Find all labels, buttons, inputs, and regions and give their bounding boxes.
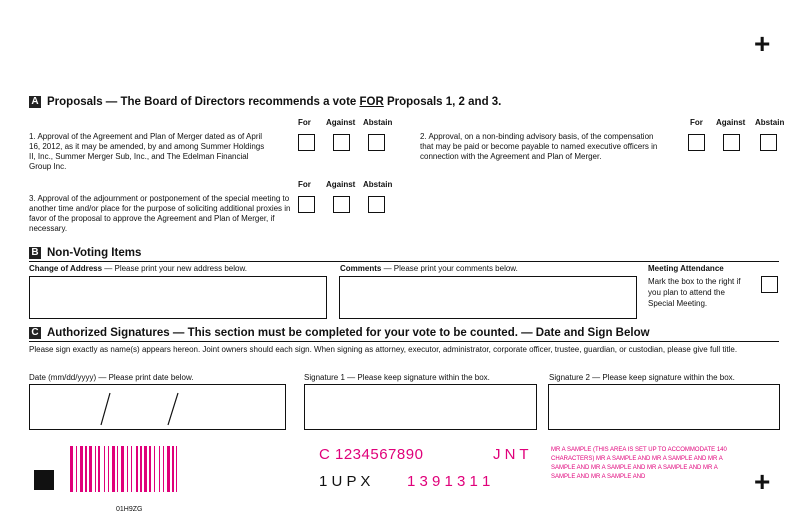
section-b-rule — [29, 261, 779, 262]
barcode-bar — [163, 446, 164, 492]
header-against-1: Against — [326, 118, 356, 127]
date-separators — [30, 385, 287, 431]
jnt-code: J N T — [493, 446, 529, 463]
meeting-attendance-checkbox[interactable] — [761, 276, 778, 293]
section-c-title: Authorized Signatures — This section must be completed for your vote to be counted. — Date and Sign Below — [47, 327, 650, 339]
barcode-bar — [140, 446, 142, 492]
date-field[interactable] — [29, 384, 286, 430]
barcode — [70, 446, 288, 492]
change-address-label: Change of Address — Please print your new address below. — [29, 264, 248, 273]
header-abstain-2: Abstain — [755, 118, 785, 127]
registration-plus-top: + — [754, 28, 771, 59]
comments-field[interactable] — [339, 276, 637, 319]
barcode-bar — [154, 446, 155, 492]
barcode-bar — [131, 446, 132, 492]
section-b-letter: B — [29, 247, 41, 259]
barcode-bar — [117, 446, 118, 492]
section-b-title: Non-Voting Items — [47, 247, 142, 259]
barcode-bar — [167, 446, 170, 492]
header-for-3: For — [298, 180, 311, 189]
proposal-2-text: 2. Approval, on a non-binding advisory basis, of the compensation that may be paid or become payable to named executive officers in connection with the Agreement and Plan of Merger. — [420, 132, 658, 161]
signature-1-field[interactable] — [304, 384, 537, 430]
proposal-3-against-checkbox[interactable] — [333, 196, 350, 213]
barcode-bar — [149, 446, 151, 492]
signature-1-label: Signature 1 — Please keep signature within the box. — [304, 373, 490, 382]
section-a-letter: A — [29, 96, 41, 108]
account-code: 1 3 9 1 3 1 1 — [407, 473, 491, 490]
header-abstain-3: Abstain — [363, 180, 393, 189]
proposal-3-text: 3. Approval of the adjournment or postponement of the special meeting to another time and/or place for the purpose of soliciting additional proxies in favor of the proposal to approve the Agreement and Plan of Merger, if necessary. — [29, 194, 291, 233]
section-a-header — [29, 96, 501, 108]
form-id: 01H9ZG — [116, 506, 143, 513]
proposal-1-against-checkbox[interactable] — [333, 134, 350, 151]
proposal-1-for-checkbox[interactable] — [298, 134, 315, 151]
barcode-bar — [85, 446, 87, 492]
barcode-bar — [144, 446, 147, 492]
signature-instructions: Please sign exactly as name(s) appears hereon. Joint owners should each sign. When signing as attorney, executor, administrator, corporate officer, trustee, guardian, or custodian, please give full title. — [29, 345, 738, 354]
barcode-bar — [127, 446, 128, 492]
sample-address-block: MR A SAMPLE (THIS AREA IS SET UP TO ACCOMMODATE 140 CHARACTERS) MR A SAMPLE AND MR A SAMPLE AND MR A SAMPLE AND MR A SAMPLE AND MR A SAMPLE AND MR A SAMPLE AND MR A SAMPLE AND — [551, 447, 727, 480]
header-for-1: For — [298, 118, 311, 127]
proposal-2-against-checkbox[interactable] — [723, 134, 740, 151]
header-for-2: For — [690, 118, 703, 127]
signature-2-label: Signature 2 — Please keep signature within the box. — [549, 373, 735, 382]
section-c-rule — [29, 341, 779, 342]
upx-code: 1 U P X — [319, 473, 371, 490]
barcode-bar — [80, 446, 83, 492]
registration-plus-bottom: + — [754, 466, 771, 497]
proposal-1-text: 1. Approval of the Agreement and Plan of Merger dated as of April 16, 2012, as it may be amended, by and among Summer Holdings II, Inc., Summer Merger Sub, Inc., and The Edelman Financial Group Inc. — [29, 132, 265, 171]
change-address-field[interactable] — [29, 276, 327, 319]
header-against-3: Against — [326, 180, 356, 189]
section-c-letter: C — [29, 327, 41, 339]
proposal-1-abstain-checkbox[interactable] — [368, 134, 385, 151]
control-number: C 1234567890 — [319, 446, 424, 463]
barcode-bar — [104, 446, 105, 492]
barcode-bar — [89, 446, 92, 492]
section-b-header — [29, 247, 141, 259]
barcode-bar — [108, 446, 109, 492]
barcode-bar — [136, 446, 138, 492]
barcode-bar — [95, 446, 96, 492]
comments-label: Comments — Please print your comments below. — [340, 264, 518, 273]
header-against-2: Against — [716, 118, 746, 127]
proposal-3-abstain-checkbox[interactable] — [368, 196, 385, 213]
barcode-bar — [98, 446, 100, 492]
proposal-2-for-checkbox[interactable] — [688, 134, 705, 151]
barcode-bar — [172, 446, 174, 492]
barcode-bar — [70, 446, 73, 492]
meeting-attendance-text: Mark the box to the right if you plan to attend the Special Meeting. — [648, 277, 741, 308]
barcode-bar — [112, 446, 115, 492]
barcode-bar — [76, 446, 77, 492]
section-a-title: Proposals — The Board of Directors recommends a vote FOR Proposals 1, 2 and 3. — [47, 96, 502, 108]
barcode-bar — [176, 446, 177, 492]
date-label: Date (mm/dd/yyyy) — Please print date below. — [29, 373, 194, 382]
proposal-2-abstain-checkbox[interactable] — [760, 134, 777, 151]
header-abstain-1: Abstain — [363, 118, 393, 127]
registration-square — [34, 470, 54, 490]
barcode-bar — [159, 446, 160, 492]
signature-2-field[interactable] — [548, 384, 780, 430]
proposal-3-for-checkbox[interactable] — [298, 196, 315, 213]
section-c-header — [29, 327, 650, 339]
meeting-attendance-title: Meeting Attendance — [648, 264, 724, 273]
barcode-bar — [121, 446, 124, 492]
